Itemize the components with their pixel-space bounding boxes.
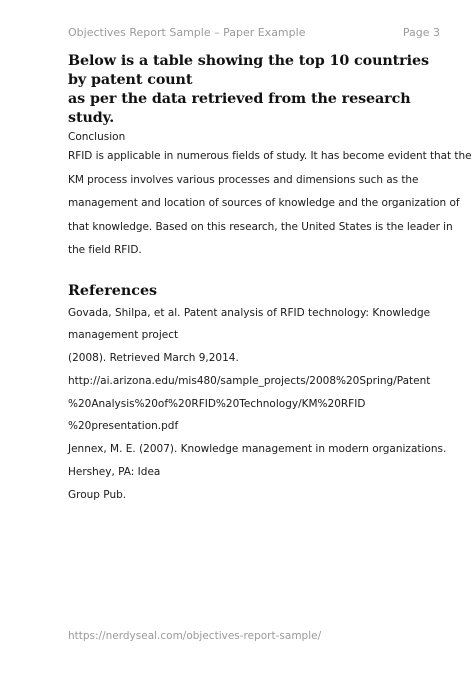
heading-line: Below is a table showing the top 10 countries by patent count: [68, 53, 429, 88]
paragraph-line: that knowledge. Based on this research, the United States is the leader in: [68, 220, 453, 233]
references-heading: References: [68, 282, 158, 299]
conclusion-label: Conclusion: [68, 131, 126, 143]
paragraph-line: the field RFID.: [68, 244, 142, 256]
reference-line: management project: [68, 329, 179, 342]
footer-url[interactable]: https://nerdyseal.com/objectives-report-sample/: [68, 630, 322, 642]
reference-url-line: http://ai.arizona.edu/mis480/sample_projects/2008%20Spring/Patent: [68, 374, 431, 387]
page-header: [68, 26, 440, 39]
reference-url-line: %20presentation.pdf: [68, 420, 179, 433]
reference-line: Govada, Shilpa, et al. Patent analysis of RFID technology: Knowledge: [68, 306, 431, 319]
reference-line: Jennex, M. E. (2007). Knowledge management in modern organizations.: [68, 443, 447, 456]
conclusion-paragraph: [68, 145, 472, 263]
header-title: Objectives Report Sample – Paper Example: [68, 26, 306, 39]
references-list: [68, 302, 446, 507]
heading-line: as per the data retrieved from the research study.: [68, 91, 411, 126]
page-content: [68, 52, 472, 507]
reference-line: Group Pub.: [68, 488, 127, 501]
reference-line: (2008). Retrieved March 9,2014.: [68, 352, 239, 365]
section-heading: [68, 52, 446, 128]
paragraph-line: RFID is applicable in numerous fields of study. It has become evident that the: [68, 150, 472, 162]
paragraph-line: management and location of sources of knowledge and the organization of: [68, 197, 460, 209]
paragraph-line: KM process involves various processes and dimensions such as the: [68, 173, 419, 186]
page-number: Page 3: [402, 26, 440, 39]
reference-url-line: %20Analysis%20of%20RFID%20Technology/KM%20RFID: [68, 397, 366, 410]
reference-line: Hershey, PA: Idea: [68, 466, 161, 479]
